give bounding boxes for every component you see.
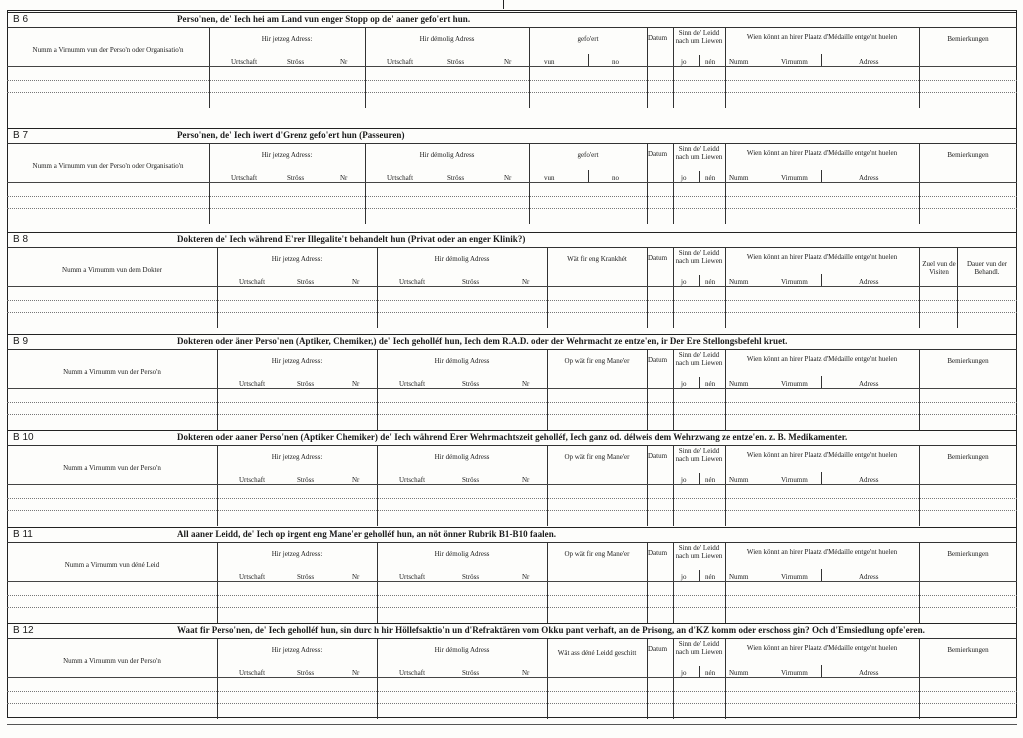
remarks-label: Bemierkungen [947,453,989,461]
name-label: Numm [729,58,749,66]
date-label: Datum [648,549,668,557]
firstname-label: Virnumm [781,669,808,677]
firstname-label: Virnumm [781,380,808,388]
locality-label: Urtschaft [387,174,414,182]
medal-label: Wien könnt an hirer Plaatz d'Médaille entge'nt huelen [746,253,898,261]
number-label: Nr [352,573,360,581]
column-divider [673,543,674,623]
date-label: Datum [648,150,668,158]
current-address-label: Hir jetzeg Adress: [271,357,323,365]
locality-label: Urtschaft [399,476,426,484]
section-code: B 9 [13,336,29,347]
locality-label: Urtschaft [399,573,426,581]
header-bottom-rule [7,484,1017,485]
alive-label: Sinn de' Leidd nach um Liewen [675,145,723,161]
entry-row-rule [7,498,1017,499]
street-label: Ströss [462,476,480,484]
section-b9 [7,334,1017,388]
number-label: Nr [522,380,530,388]
address-label: Adress [859,174,879,182]
current-address-label: Hir jetzeg Adress: [271,646,323,654]
current-address-label: Hir jetzeg Adress: [271,255,323,263]
former-address-label: Hir démolig Adress [419,151,475,159]
column-divider [673,350,674,430]
street-label: Ströss [297,669,315,677]
number-label: Nr [340,58,348,66]
street-label: Ströss [297,278,315,286]
entry-row-rule [7,300,1017,301]
entry-row-rule [7,80,1017,81]
name-label: Numm [729,174,749,182]
number-label: Nr [522,278,530,286]
date-label: Datum [648,356,668,364]
column-divider [821,472,822,484]
column-divider [725,639,726,719]
section-table [7,639,1017,719]
bottom-rule [7,724,1017,725]
number-label: Nr [352,476,360,484]
medal-label: Wien könnt an hirer Plaatz d'Médaille entge'nt huelen [746,548,898,556]
section-header [7,233,1017,248]
column-divider [957,248,958,328]
entry-row-rule [7,402,1017,403]
street-label: Ströss [297,573,315,581]
address-label: Adress [859,573,879,581]
column-divider [588,54,589,66]
former-address-label: Hir démolig Adress [434,646,490,654]
medal-label: Wien könnt an hirer Plaatz d'Médaille entge'nt huelen [746,355,898,363]
locality-label: Urtschaft [239,669,266,677]
column-divider [699,377,700,388]
number-label: Nr [352,669,360,677]
from-label: vun [544,174,555,182]
column-divider [725,543,726,623]
column-divider [673,248,674,328]
alive-label: Sinn de' Leidd nach um Liewen [675,249,723,265]
alive-label: Sinn de' Leidd nach um Liewen [675,544,723,560]
current-address-label: Hir jetzeg Adress: [261,151,313,159]
section-title: Perso'nen, de' Iech hei am Land vun enger Stopp op de' aaner gefo'ert hun. [177,14,471,24]
number-label: Nr [522,573,530,581]
column-divider [919,248,920,328]
header-bottom-rule [7,182,1017,183]
name-label: Numm [729,476,749,484]
header-bottom-rule [7,66,1017,67]
section-table [7,248,1017,328]
firstname-label: Virnumm [781,278,808,286]
entry-row-rule [7,196,1017,197]
alive-label: Sinn de' Leidd nach um Liewen [675,351,723,367]
locality-label: Urtschaft [387,58,414,66]
transported-label: gefo'ert [577,151,599,159]
remarks-label: Bemierkungen [947,35,989,43]
name-label: Numm [729,278,749,286]
section-code: B 6 [13,14,29,25]
section-b10 [7,430,1017,484]
manner-label: Op wät fir eng Mane'er [564,357,630,365]
number-label: Nr [522,669,530,677]
section-header [7,13,1017,28]
locality-label: Urtschaft [239,278,266,286]
date-label: Datum [648,254,668,262]
column-divider [725,350,726,430]
section-title: Perso'nen, de' Iech iwert d'Grenz gefo'ert hun (Passeuren) [177,130,405,140]
section-title: Dokteren de' Iech während E'rer Illegalite't behandelt hun (Privat oder an enger Klinik?) [177,234,526,244]
locality-label: Urtschaft [399,380,426,388]
section-b12 [7,623,1017,677]
entry-row-rule [7,691,1017,692]
section-title: Dokteren oder aaner Perso'nen (Aptiker Chemiker) de' Iech während Erer Wehrmachtszeit geholléf, Iech ganz od. délweis dem Wehrzwang ze entze'en. z. B. Medikamenter. [177,432,848,442]
locality-label: Urtschaft [231,58,258,66]
yes-label: jo [681,278,687,286]
medal-label: Wien könnt an hirer Plaatz d'Médaille entge'nt huelen [746,451,898,459]
address-label: Adress [859,58,879,66]
section-code: B 10 [13,432,34,443]
section-b8 [7,232,1017,286]
section-title: All aaner Leidd, de' Iech op irgent eng Mane'er geholléf hun, an nöt önner Rubrik B1-B10 faalen. [177,529,557,539]
number-label: Nr [504,174,512,182]
firstname-label: Virnumm [781,58,808,66]
section-header [7,624,1017,639]
number-label: Nr [352,380,360,388]
former-address-label: Hir démolig Adress [434,550,490,558]
no-label: nén [705,573,716,581]
remarks-label: Bemierkungen [947,646,989,654]
yes-label: jo [681,669,687,677]
no-label: nén [705,669,716,677]
firstname-label: Virnumm [781,476,808,484]
locality-label: Urtschaft [239,380,266,388]
street-label: Ströss [447,58,465,66]
alive-label: Sinn de' Leidd nach um Liewen [675,29,723,45]
no-label: nén [705,476,716,484]
section-header [7,528,1017,543]
former-address-label: Hir démolig Adress [419,35,475,43]
column-divider [673,28,674,108]
section-title: Waat fir Perso'nen, de' Iech geholléf hun, sin durc h hir Höllefsaktio'n un d'Refraktären vom Okku pant verhaft, an de Prisong, an d'KZ komm oder erschoss gin? Och d'Emsiedlung opfe'eren. [177,625,925,635]
locality-label: Urtschaft [239,573,266,581]
section-title: Dokteren oder äner Perso'nen (Aptiker, Chemiker,) de' Iech geholléf hun, Iech dem R.A.D. oder der Wehrmacht ze entze'en, ir Der Ere Stellongsbefehl kruet. [177,336,788,346]
column-divider [821,274,822,286]
street-label: Ströss [462,669,480,677]
top-tick [503,0,504,9]
medal-label: Wien könnt an hirer Plaatz d'Médaille entge'nt huelen [746,149,898,157]
address-label: Adress [859,380,879,388]
manner-label: Op wät fir eng Mane'er [564,550,630,558]
section-b6 [7,12,1017,66]
header-bottom-rule [7,677,1017,678]
entry-row-rule [7,208,1017,209]
former-address-label: Hir démolig Adress [434,357,490,365]
to-label: no [612,174,619,182]
name-column-label: Numm a Virnumm vun der Perso'n oder Organisatio'n [32,162,184,170]
section-code: B 12 [13,625,34,636]
former-address-label: Hir démolig Adress [434,255,490,263]
alive-label: Sinn de' Leidd nach um Liewen [675,447,723,463]
name-column-label: Numm a Virnumm vun der Perso'n [63,657,161,665]
number-label: Nr [522,476,530,484]
firstname-label: Virnumm [781,174,808,182]
column-divider [725,446,726,526]
number-label: Nr [340,174,348,182]
name-column-label: Numm a Virnumm vun dem Dokter [62,266,162,274]
column-divider [725,28,726,108]
yes-label: jo [681,573,687,581]
name-column-label: Numm a Virnumm vun der Perso'n [63,464,161,472]
header-bottom-rule [7,581,1017,582]
section-code: B 11 [13,529,33,540]
section-header [7,129,1017,144]
column-divider [547,639,548,719]
street-label: Ströss [297,476,315,484]
section-code: B 8 [13,234,29,245]
firstname-label: Virnumm [781,573,808,581]
no-label: nén [705,174,716,182]
column-divider [725,144,726,224]
locality-label: Urtschaft [231,174,258,182]
manner-label: Op wät fir eng Mane'er [564,453,630,461]
column-divider [821,665,822,677]
column-divider [699,570,700,581]
section-b7 [7,128,1017,182]
column-divider [699,275,700,286]
section-header [7,431,1017,446]
victim-question-label: Wät ass déné Leidd geschitt [557,649,637,657]
address-label: Adress [859,669,879,677]
name-column-label: Numm a Virnumm vun der Perso'n oder Organisatio'n [32,46,184,54]
alive-label: Sinn de' Leidd nach um Liewen [675,640,723,656]
date-label: Datum [648,34,668,42]
to-label: no [612,58,619,66]
column-divider [673,446,674,526]
street-label: Ströss [462,380,480,388]
number-label: Nr [352,278,360,286]
name-label: Numm [729,380,749,388]
section-header [7,335,1017,350]
section-table [7,28,1017,108]
street-label: Ströss [287,174,305,182]
no-label: nén [705,58,716,66]
section-table [7,350,1017,430]
entry-row-rule [7,595,1017,596]
name-column-label: Numm a Virnumm vun déné Leid [64,561,160,569]
medal-label: Wien könnt an hirer Plaatz d'Médaille entge'nt huelen [746,33,898,41]
no-label: nén [705,278,716,286]
locality-label: Urtschaft [399,278,426,286]
name-label: Numm [729,573,749,581]
street-label: Ströss [462,278,480,286]
current-address-label: Hir jetzeg Adress: [271,453,323,461]
column-divider [673,639,674,719]
street-label: Ströss [297,380,315,388]
date-label: Datum [648,452,668,460]
number-label: Nr [504,58,512,66]
current-address-label: Hir jetzeg Adress: [271,550,323,558]
entry-row-rule [7,703,1017,704]
name-label: Numm [729,669,749,677]
yes-label: jo [681,476,687,484]
section-table [7,446,1017,526]
street-label: Ströss [287,58,305,66]
remarks-label: Bemierkungen [947,357,989,365]
date-label: Datum [648,645,668,653]
name-column-label: Numm a Virnumm vun der Perso'n [63,368,161,376]
section-table [7,543,1017,623]
medal-label: Wien könnt an hirer Plaatz d'Médaille entge'nt huelen [746,644,898,652]
column-divider [699,473,700,484]
entry-row-rule [7,414,1017,415]
header-bottom-rule [7,388,1017,389]
column-divider [588,170,589,182]
remarks-label: Bemierkungen [947,550,989,558]
section-b11 [7,527,1017,581]
column-divider [821,569,822,581]
street-label: Ströss [447,174,465,182]
column-divider [725,248,726,328]
column-divider [821,54,822,66]
former-address-label: Hir démolig Adress [434,453,490,461]
column-divider [673,144,674,224]
column-divider [699,171,700,182]
column-divider [699,55,700,66]
column-divider [821,376,822,388]
illness-label: Wät fir eng Krankhét [567,255,627,263]
section-table [7,144,1017,224]
duration-label: Dauer vun der Behandl. [966,260,1008,276]
yes-label: jo [681,380,687,388]
current-address-label: Hir jetzeg Adress: [261,35,313,43]
locality-label: Urtschaft [399,669,426,677]
yes-label: jo [681,174,687,182]
address-label: Adress [859,476,879,484]
address-label: Adress [859,278,879,286]
from-label: vun [544,58,555,66]
transported-label: gefo'ert [577,35,599,43]
column-divider [699,666,700,677]
column-divider [821,170,822,182]
entry-row-rule [7,92,1017,93]
street-label: Ströss [462,573,480,581]
entry-row-rule [7,312,1017,313]
entry-row-rule [7,607,1017,608]
visits-label: Zuel vun de Visiten [922,260,956,276]
yes-label: jo [681,58,687,66]
locality-label: Urtschaft [239,476,266,484]
entry-row-rule [7,510,1017,511]
no-label: nén [705,380,716,388]
section-code: B 7 [13,130,29,141]
remarks-label: Bemierkungen [947,151,989,159]
header-bottom-rule [7,286,1017,287]
